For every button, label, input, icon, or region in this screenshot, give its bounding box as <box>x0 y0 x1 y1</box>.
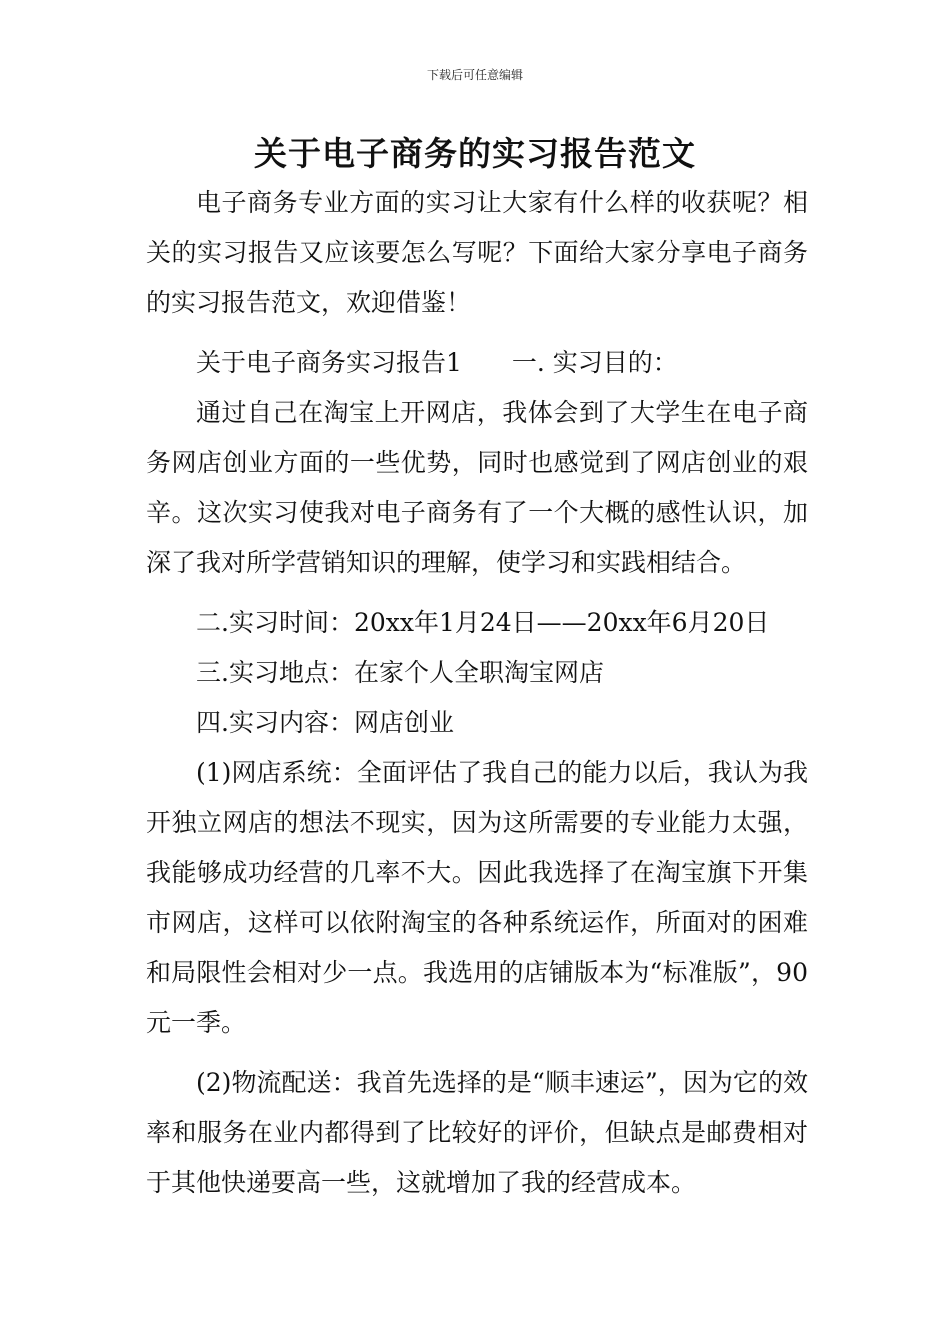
page-header-note: 下载后可任意编辑 <box>426 68 523 82</box>
paragraph-purpose: 通过自己在淘宝上开网店，我体会到了大学生在电子商务网店创业方面的一些优势，同时也感觉到了网店创业的艰辛。这次实习使我对电子商务有了一个大概的感性认识，加深了我对所学营销知识的理解，使学习和实践相结合。 <box>146 398 808 577</box>
paragraph-intro: 电子商务专业方面的实习让大家有什么样的收获呢？相关的实习报告又应该要怎么写呢？下面给大家分享电子商务的实习报告范文，欢迎借鉴！ <box>146 188 808 317</box>
paragraph-logistics: (2)物流配送：我首先选择的是“顺丰速运”，因为它的效率和服务在业内都得到了比较好的评价，但缺点是邮费相对于其他快递要高一些，这就增加了我的经营成本。 <box>146 1068 808 1197</box>
paragraph-shop-system: (1)网店系统：全面评估了我自己的能力以后，我认为我开独立网店的想法不现实，因为这所需要的专业能力太强，我能够成功经营的几率不大。因此我选择了在淘宝旗下开集市网店，这样可以依附淘宝的各种系统运作，所面对的困难和局限性会相对少一点。我选用的店铺版本为“标准版”，90元一季。 <box>146 758 808 1037</box>
document-title: 关于电子商务的实习报告范文 <box>254 134 696 173</box>
paragraph-location: 三.实习地点：在家个人全职淘宝网店 <box>196 658 604 687</box>
document-body <box>146 178 808 1208</box>
paragraph-time: 二.实习时间：20xx年1月24日——20xx年6月20日 <box>196 608 770 637</box>
paragraph-content: 四.实习内容：网店创业 <box>196 708 454 737</box>
paragraph-report-heading: 关于电子商务实习报告1 一. 实习目的： <box>196 348 678 377</box>
